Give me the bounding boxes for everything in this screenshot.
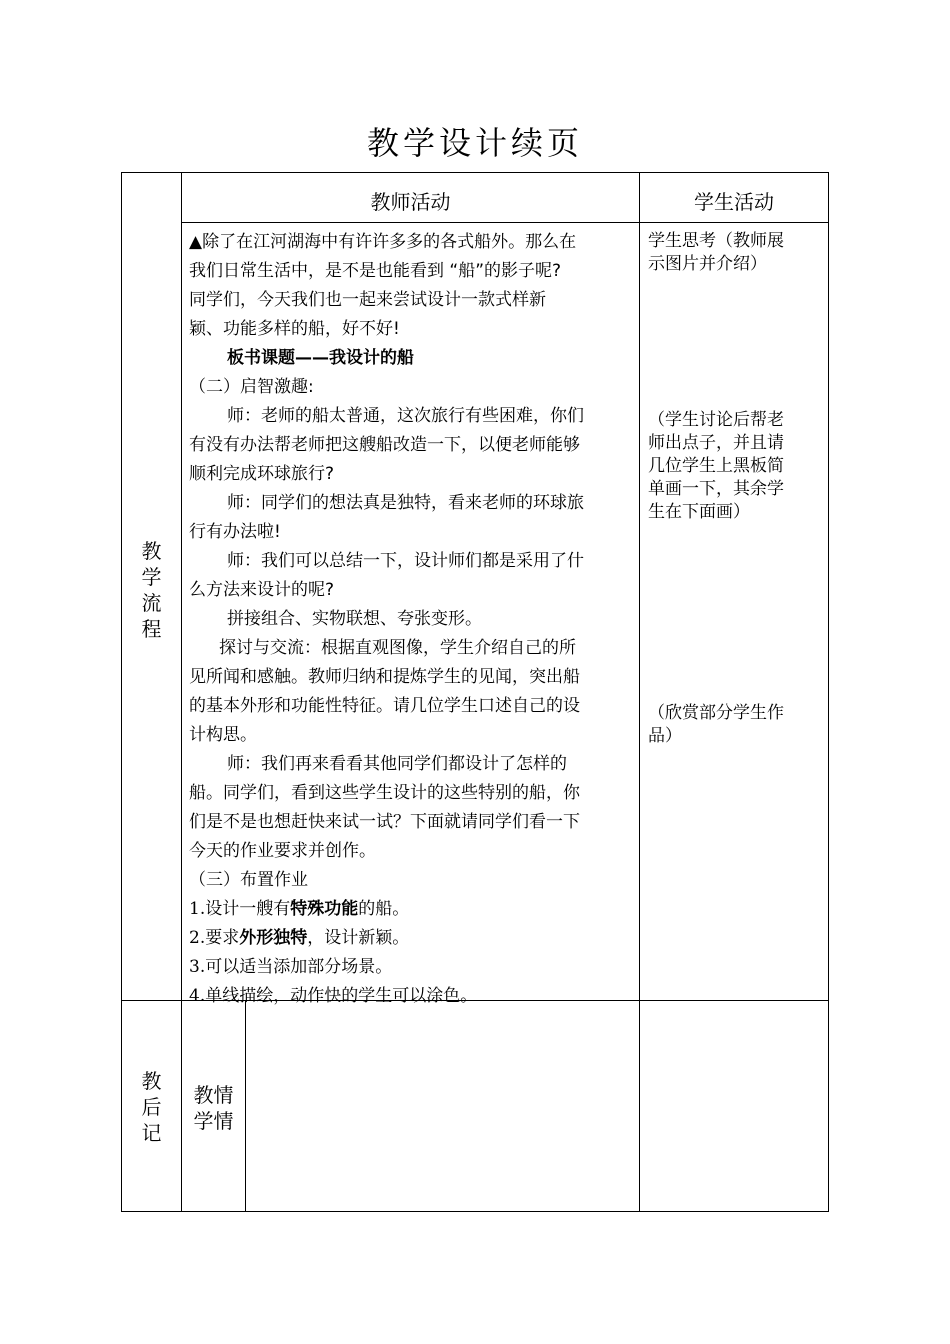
student-note-think: 学生思考（教师展 示图片并介绍） <box>648 231 784 274</box>
board-title: 板书课题——我设计的船 <box>227 348 414 368</box>
page-title: 教学设计续页 <box>366 124 583 162</box>
sub-label-teaching-learning: 教情 学情 <box>193 1083 234 1133</box>
student-note-appreciate: （欣赏部分学生作 品） <box>648 703 784 746</box>
list-item: 2.要求外形独特，设计新颖。 <box>189 928 410 948</box>
teacher-activity-content: ▲除了在江河湖海中有许许多多的各式船外。那么在 我们日常生活中，是不是也能看到 “船”的影子呢? 同学们，今天我们也一起来尝试设计一款式样新 颖、功能多样的船，好不好! 板书课题——我设计的船 （二）启智激趣: 师：老师的船太普通，这次旅行有些困难，你们 有没有办法帮老师把这艘船改造一下，以便老师能够 顺利完成环球旅行? 师：同学们的想法真是独特，看来老师的环球旅 行有办法啦! 师：我们可以总结一下，设计师们都是采用了什 么方法来设计的呢? 拼接组合、实物联想、夸张变形。 探讨与交流：根据直观图像，学生介绍自己的所 见所闻和感触。教师归纳和提炼学生的见闻，突出船 的基本外形和功能性特征。请几位学生口述自己的设 计构思。 师：我们再来看看其他同学们都设计了怎样的 船。同学们，看到这些学生设计的这些特别的船，你 们是不是也想赶快来试一试？下面就请同学们看一下 今天的作业要求并创作。 （三）布置作业 1.设计一艘有特殊功能的船。 2.要求外形独特，设计新颖。 3.可以适当添加部分场景。 4.单线描绘，动作快的学生可以涂色。 <box>189 228 634 1011</box>
header-student-activity: 学生活动 <box>694 190 774 214</box>
section-heading: （二）启智激趣: <box>189 377 314 397</box>
header-teacher-activity: 教师活动 <box>370 190 451 214</box>
list-item: 1.设计一艘有特殊功能的船。 <box>189 899 410 919</box>
row-label-after-class-notes: 教 后 记 <box>141 1069 162 1145</box>
student-note-discuss: （学生讨论后帮老 师出点子，并且请 几位学生上黑板简 单画一下，其余学 生在下面画） <box>648 410 784 522</box>
list-item: 3.可以适当添加部分场景。 <box>189 957 393 977</box>
section-heading: （三）布置作业 <box>189 870 308 890</box>
row-label-teaching-process: 教 学 流 程 <box>141 539 162 641</box>
list-item: 4.单线描绘，动作快的学生可以涂色。 <box>189 986 478 1006</box>
